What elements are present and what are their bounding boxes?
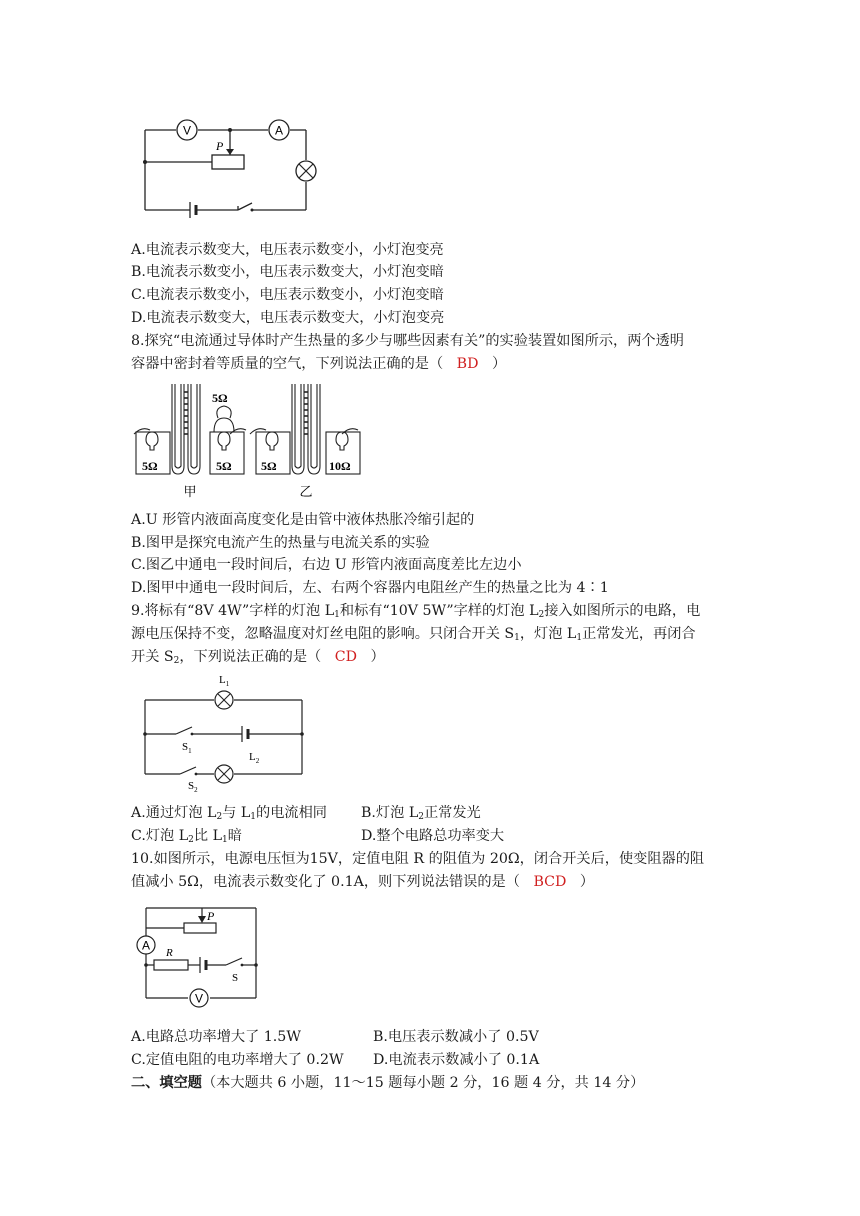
q8-stem-line1: 8.探究“电流通过导体时产生热量的多少与哪些因素有关”的实验装置如图所示，两个透明 — [131, 333, 684, 349]
q8-jia-r-right: 5Ω — [216, 459, 232, 473]
q8-yi-r-right: 10Ω — [329, 459, 351, 473]
q8-jia-r-left: 5Ω — [142, 459, 158, 473]
q8-yi-caption: 乙 — [299, 485, 313, 500]
q9-oa-b: 与 L — [222, 805, 251, 821]
q9-oa-c: 的电流相同 — [256, 805, 327, 821]
q9-ob-a: B.灯泡 L — [361, 805, 419, 821]
q9-ob-a-sub: 2 — [418, 812, 424, 822]
q9-oa-a-sub: 2 — [216, 812, 223, 822]
q10-option-d: D.电流表示数减小了 0.1A — [373, 1052, 540, 1068]
q7-ammeter-label: A — [274, 123, 284, 138]
q9-option-d: D.整个电路总功率变大 — [361, 828, 505, 844]
q10-stem-line2 — [131, 871, 594, 893]
q9-l2-a-sub: 1 — [514, 633, 520, 643]
q9-s1-label: $S_1$ — [182, 741, 192, 755]
section-2-heading — [131, 1072, 644, 1094]
q9-l1-b-sub: 2 — [538, 610, 545, 620]
q9-oa-a: A.通过灯泡 L — [131, 805, 217, 821]
q8-stem-close: ） — [492, 356, 507, 372]
q10-option-c: C.定值电阻的电功率增大了 0.2W — [131, 1052, 344, 1068]
q7-option-b: B.电流表示数变小，电压表示数变大，小灯泡变暗 — [131, 264, 444, 280]
q10-option-b: B.电压表示数减小了 0.5V — [373, 1029, 539, 1045]
q8-option-a: A.U 形管内液面高度变化是由管中液体热胀冷缩引起的 — [131, 512, 475, 528]
q9-l3-c: ） — [370, 649, 385, 665]
q8-option-d: D.图甲中通电一段时间后，左、右两个容器内电阻丝产生的热量之比为 4∶1 — [131, 580, 609, 596]
q10-stem-line1: 10.如图所示，电源电压恒为15V，定值电阻 R 的阻值为 20Ω，闭合开关后，使变阻器的阻 — [131, 851, 705, 867]
section-2-note: （本大题共 6 小题，11～15 题每小题 2 分，16 题 4 分，共 14 分） — [201, 1075, 645, 1091]
q10-stem-text: 值减小 5Ω，电流表示数变化了 0.1A，则下列说法错误的是（ — [131, 874, 520, 890]
q9-l1-label: $L_1$ — [219, 674, 230, 688]
q10-circuit-figure — [130, 898, 270, 1008]
q10-resistor-label: R — [166, 947, 173, 959]
q8-jia-caption: 甲 — [183, 485, 197, 500]
q7-voltmeter-label: V — [182, 123, 192, 138]
q9-s2-label: $S_2$ — [188, 780, 198, 794]
section-2-title: 二、填空题 — [131, 1075, 202, 1091]
q9-circuit-figure — [130, 668, 320, 796]
q9-oc-a: C.灯泡 L — [131, 828, 189, 844]
q10-stem-close: ） — [579, 874, 595, 890]
q9-answer: CD — [334, 649, 357, 665]
q9-l2-a: 源电压保持不变，忽略温度对灯丝电阻的影响。只闭合开关 S — [131, 626, 515, 642]
q8-apparatus-figure — [130, 382, 370, 502]
q9-oc-a-sub: 2 — [188, 835, 194, 845]
q10-switch-label: S — [232, 972, 239, 984]
q8-stem-line2 — [131, 353, 506, 375]
q9-oa-b-sub: 1 — [250, 812, 257, 822]
q9-oc-b: 比 L — [193, 828, 223, 844]
q8-answer: BD — [456, 356, 479, 372]
q7-slider-label: P — [216, 139, 224, 153]
q9-l1-b: 和标有“10V 5W”字样的灯泡 L — [339, 603, 539, 619]
q8-stem-text: 容器中密封着等质量的空气，下列说法正确的是（ — [131, 356, 444, 372]
q9-l1-a-sub: 1 — [334, 610, 340, 620]
q9-l1-c: 接入如图所示的电路，电 — [544, 603, 701, 619]
q8-option-b: B.图甲是探究电流产生的热量与电流关系的实验 — [131, 535, 430, 551]
q9-l2-b-sub: 1 — [576, 633, 583, 643]
q10-answer: BCD — [533, 874, 567, 890]
q9-l2-label: $L_2$ — [249, 751, 260, 765]
q9-l2-b: ，灯泡 L — [519, 626, 577, 642]
q9-ob-b: 正常发光 — [423, 805, 481, 821]
q7-option-c: C.电流表示数变小，电压表示数变小，小灯泡变暗 — [131, 287, 444, 303]
q9-l3-b: ，下列说法正确的是（ — [179, 649, 322, 665]
q9-l3-a-sub: 2 — [173, 656, 180, 666]
q7-option-a: A.电流表示数变大，电压表示数变小，小灯泡变亮 — [131, 242, 444, 258]
q7-option-d: D.电流表示数变大，电压表示数变大，小灯泡变亮 — [131, 310, 445, 326]
q9-l1-a: 9.将标有“8V 4W”字样的灯泡 L — [131, 603, 335, 619]
q8-jia-r-top: 5Ω — [212, 391, 228, 405]
q8-option-c: C.图乙中通电一段时间后，右边 U 形管内液面高度差比左边小 — [131, 557, 522, 573]
q10-voltmeter-label: V — [194, 991, 204, 1006]
q10-option-a: A.电路总功率增大了 1.5W — [131, 1029, 301, 1045]
q7-circuit-figure — [130, 112, 330, 220]
q9-l3-a: 开关 S — [131, 649, 174, 665]
q10-ammeter-label: A — [141, 938, 151, 953]
q9-oc-b-sub: 1 — [222, 835, 228, 845]
q10-slider-label: P — [207, 909, 215, 923]
q9-oc-c: 暗 — [227, 828, 242, 844]
q8-yi-r-left: 5Ω — [261, 459, 277, 473]
q9-l2-c: 正常发光，再闭合 — [582, 626, 696, 642]
